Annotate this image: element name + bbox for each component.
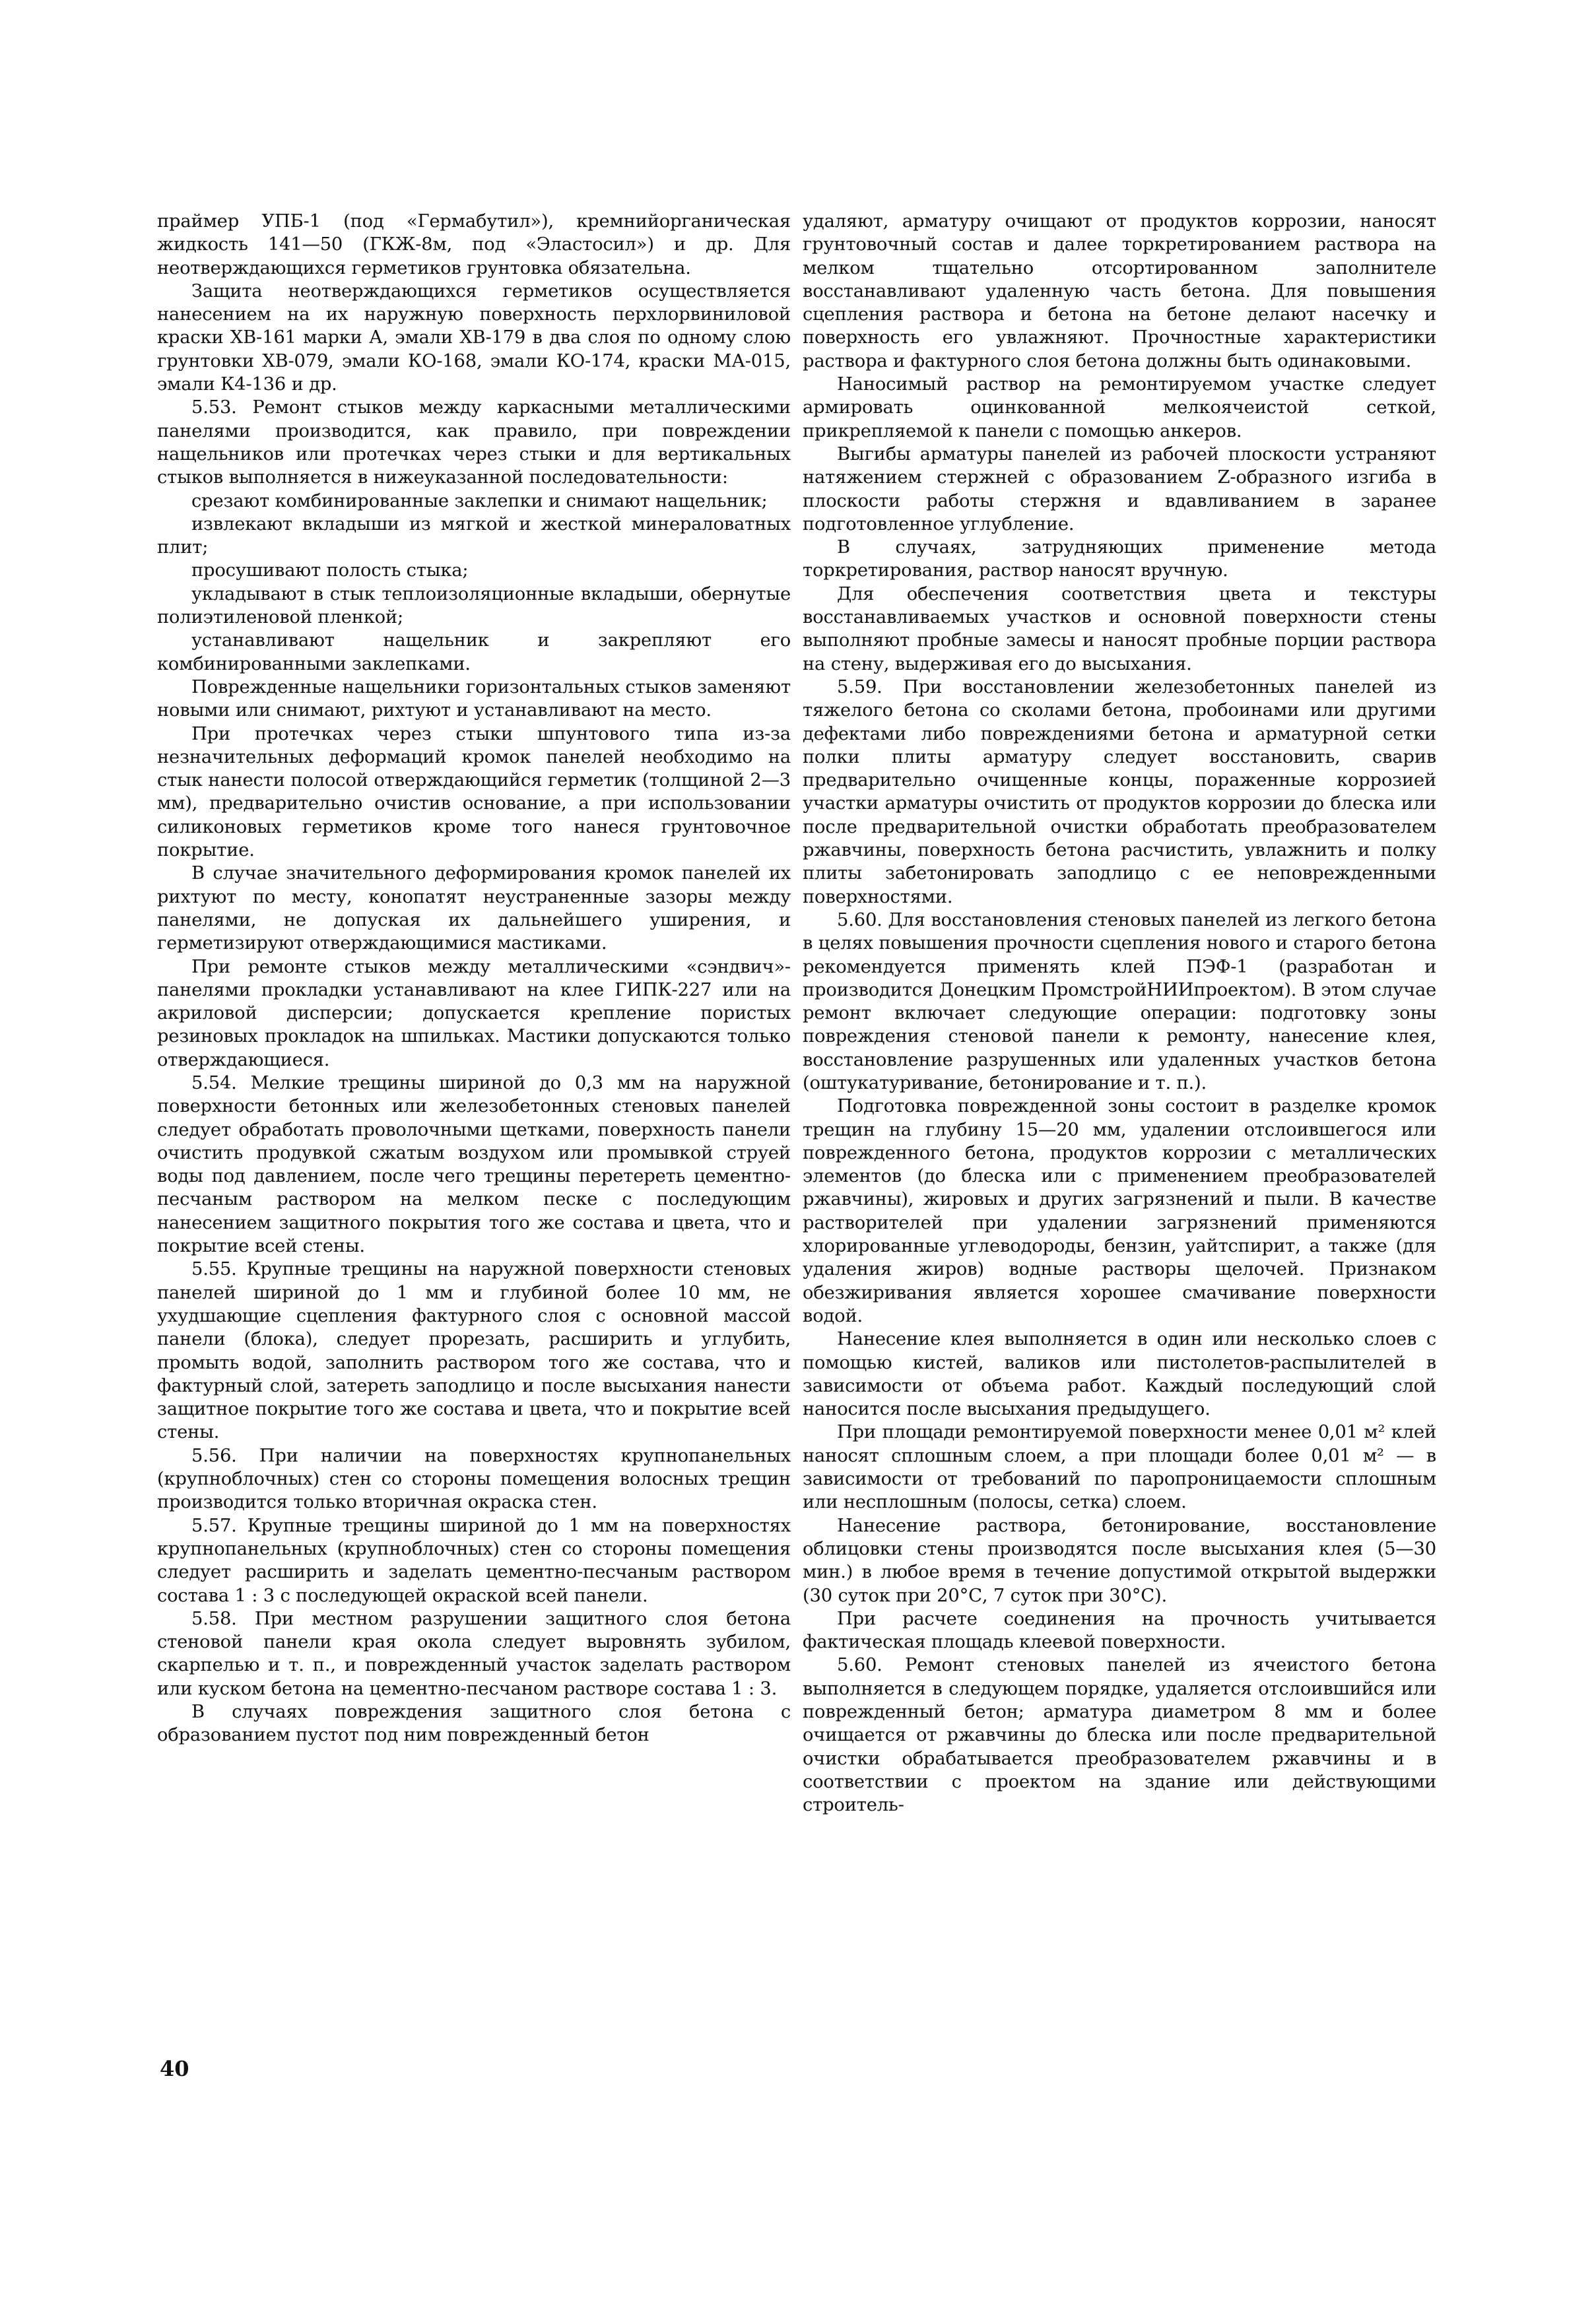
left-column-paragraph: 5.56. При наличии на поверхностях крупнопанельных (крупноблочных) стен со стороны помещения волосных трещин производится только вторичная окраска стен. <box>157 1445 791 1513</box>
right-column-paragraph: Выгибы арматуры панелей из рабочей плоскости устраняют натяжением стержней с образованием Z-образного изгиба в плоскости работы стержня и вдавливанием в заранее подготовленное углубление. <box>803 443 1436 534</box>
right-column-paragraph: Нанесение раствора, бетонирование, восстановление облицовки стены производятся после высыхания клея (5—30 мин.) в любое время в течение допустимой открытой выдержки (30 суток при 20°С, 7 суток при 30°С). <box>803 1515 1436 1606</box>
right-column-paragraph: При расчете соединения на прочность учитывается фактическая площадь клеевой поверхности. <box>803 1608 1436 1653</box>
left-column-paragraph: В случаях повреждения защитного слоя бетона с образованием пустот под ним поврежденный бетон <box>157 1702 791 1746</box>
left-column-paragraph: Защита неотверждающихся герметиков осуществляется нанесением на их наружную поверхность перхлорвиниловой краски ХВ-161 марки А, эмали ХВ-179 в два слоя по одному слою грунтовки ХВ-079, эмали КО-168, эмали КО-174, краски МА-015, эмали К4-136 и др. <box>157 280 791 395</box>
left-column-paragraph: 5.54. Мелкие трещины шириной до 0,3 мм на наружной поверхности бетонных или железобетонных стеновых панелей следует обработать проволочными щетками, поверхность панели очистить продувкой сжатым воздухом или промывкой струей воды под давлением, после чего трещины перетереть цементно-песчаным раствором на мелком песке с последующим нанесением защитного покрытия того же состава и цвета, что и покрытие всей стены. <box>157 1072 791 1257</box>
right-column-paragraph: Нанесение клея выполняется в один или несколько слоев с помощью кистей, валиков или пистолетов-распылителей в зависимости от объема работ. Каждый последующий слой наносится после высыхания предыдущего. <box>803 1329 1436 1420</box>
left-column-paragraph: 5.53. Ремонт стыков между каркасными металлическими панелями производится, как правило, при повреждении нащельников или протечках через стыки и для вертикальных стыков выполняется в нижеуказанной последовательности: <box>157 397 791 488</box>
left-column-paragraph: В случае значительного деформирования кромок панелей их рихтуют по месту, конопатят неустраненные зазоры между панелями, не допуская их дальнейшего уширения, и герметизируют отверждающимися мастиками. <box>157 863 791 954</box>
right-column-paragraph: Наносимый раствор на ремонтируемом участке следует армировать оцинкованной мелкоячеистой сеткой, прикрепляемой к панели с помощью анкеров. <box>803 374 1436 441</box>
left-text-column <box>157 210 791 1747</box>
left-column-paragraph: 5.58. При местном разрушении защитного слоя бетона стеновой панели края окола следует выровнять зубилом, скарпелью и т. п., и поврежденный участок заделать раствором или куском бетона на цементно-песчаном растворе состава 1 : 3. <box>157 1608 791 1699</box>
right-column-paragraph: 5.60. Ремонт стеновых панелей из ячеистого бетона выполняется в следующем порядке, удаляется отслоившийся или поврежденный бетон; арматура диаметром 8 мм и более очищается от ржавчины до блеска или после предварительной очистки обрабатывается преобразователем ржавчины и в соответствии с проектом на здание или действующими строитель- <box>803 1655 1436 1816</box>
left-column-paragraph: укладывают в стык теплоизоляционные вкладыши, обернутые полиэтиленовой пленкой; <box>157 583 791 628</box>
right-column-paragraph: 5.60. Для восстановления стеновых панелей из легкого бетона в целях повышения прочности сцепления нового и старого бетона рекомендуется применять клей ПЭФ-1 (разработан и производится Донецким ПромстройНИИпроектом). В этом случае ремонт включает следующие операции: подготовку зоны повреждения стеновой панели к ремонту, нанесение клея, восстановление разрушенных или удаленных участков бетона (оштукатуривание, бетонирование и т. п.). <box>803 909 1436 1093</box>
right-column-paragraph: Для обеспечения соответствия цвета и текстуры восстанавливаемых участков и основной поверхности стены выполняют пробные замесы и наносят пробные порции раствора на стену, выдерживая его до высыхания. <box>803 583 1436 674</box>
left-column-paragraph: Поврежденные нащельники горизонтальных стыков заменяют новыми или снимают, рихтуют и устанавливают на место. <box>157 676 791 721</box>
right-column-paragraph: Подготовка поврежденной зоны состоит в разделке кромок трещин на глубину 15—20 мм, удалении отслоившегося или поврежденного бетона, продуктов коррозии с металлических элементов (до блеска или с применением преобразователей ржавчины), жировых и других загрязнений и пыли. В качестве растворителей при удалении загрязнений применяются хлорированные углеводороды, бензин, уайтспирит, а также (для удаления жиров) водные растворы щелочей. Признаком обезжиривания является хорошее смачивание поверхности водой. <box>803 1096 1436 1326</box>
right-column-paragraph: удаляют, арматуру очищают от продуктов коррозии, наносят грунтовочный состав и далее торкретированием раствора на мелком тщательно отсортированном заполнителе восстанавливают удаленную часть бетона. Для повышения сцепления раствора и бетона на бетоне делают насечку и поверхность его увлажняют. Прочностные характеристики раствора и фактурного слоя бетона должны быть одинаковыми. <box>803 211 1436 371</box>
left-column-paragraph: праймер УПБ-1 (под «Гермабутил»), кремнийорганическая жидкость 141—50 (ГКЖ-8м, под «Эластосил») и др. Для неотверждающихся герметиков грунтовка обязательна. <box>157 211 791 278</box>
left-column-paragraph: срезают комбинированные заклепки и снимают нащельник; <box>191 490 768 511</box>
right-column-paragraph: При площади ремонтируемой поверхности менее 0,01 м² клей наносят сплошным слоем, а при площади более 0,01 м² — в зависимости от требований по паропроницаемости сплошным или несплошным (полосы, сетка) слоем. <box>803 1422 1436 1513</box>
left-column-paragraph: При ремонте стыков между металлическими «сэндвич»-панелями прокладки устанавливают на клее ГИПК-227 или на акриловой дисперсии; допускается крепление пористых резиновых прокладок на шпильках. Мастики допускаются только отверждающиеся. <box>157 956 791 1070</box>
left-column-paragraph: 5.57. Крупные трещины шириной до 1 мм на поверхностях крупнопанельных (крупноблочных) стен со стороны помещения следует расширить и заделать цементно-песчаным раствором состава 1 : 3 с последующей окраской всей панели. <box>157 1515 791 1606</box>
left-column-paragraph: При протечках через стыки шпунтового типа из-за незначительных деформаций кромок панелей необходимо на стык нанести полосой отверждающийся герметик (толщиной 2—3 мм), предварительно очистив основание, а при использовании силиконовых герметиков кроме того нанеся грунтовочное покрытие. <box>157 723 791 861</box>
left-column-paragraph: 5.55. Крупные трещины на наружной поверхности стеновых панелей шириной до 1 мм и глубиной более 10 мм, не ухудшающие сцепления фактурного слоя с основной массой панели (блока), следует прорезать, расширить и углубить, промыть водой, заполнить раствором того же состава, что и фактурный слой, затереть заподлицо и после высыхания нанести защитное покрытие того же состава и цвета, что и покрытие всей стены. <box>157 1259 791 1443</box>
left-column-paragraph: извлекают вкладыши из мягкой и жесткой минераловатных плит; <box>157 513 791 558</box>
right-column-paragraph: В случаях, затрудняющих применение метода торкретирования, раствор наносят вручную. <box>803 537 1436 581</box>
right-column-paragraph: 5.59. При восстановлении железобетонных панелей из тяжелого бетона со сколами бетона, пробоинами или другими дефектами либо повреждениями бетона и арматурной сетки полки плиты арматуру следует восстановить, сварив предварительно очищенные концы, пораженные коррозией участки арматуры очистить от продуктов коррозии до блеска или после предварительной очистки обработать преобразователем ржавчины, поверхность бетона расчистить, увлажнить и полку плиты забетонировать заподлицо с ее неповрежденными поверхностями. <box>803 676 1436 907</box>
left-column-paragraph: просушивают полость стыка; <box>191 560 469 581</box>
right-text-column <box>803 210 1436 1817</box>
page-number: 40 <box>160 2056 189 2081</box>
left-column-paragraph: устанавливают нащельник и закрепляют его комбинированными заклепками. <box>157 630 791 674</box>
